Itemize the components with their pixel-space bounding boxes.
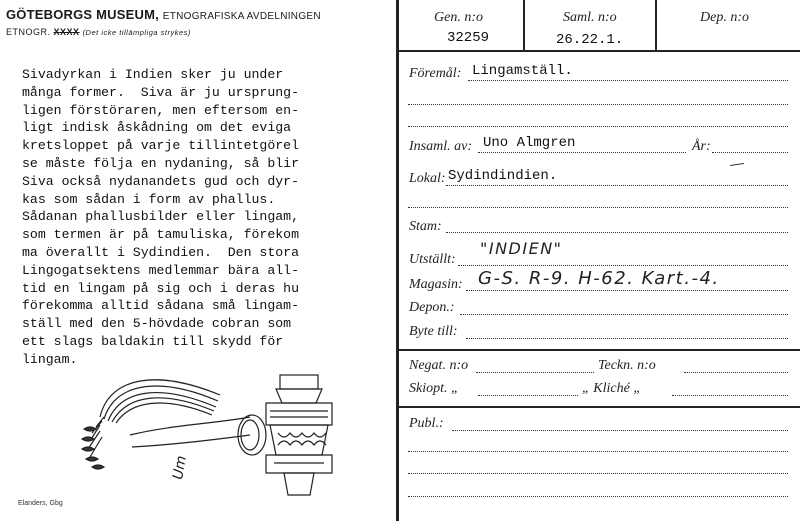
dotted-rule <box>460 314 788 315</box>
artist-signature: Um <box>170 454 190 481</box>
museum-name: GÖTEBORGS MUSEUM, <box>6 7 159 22</box>
description-line: lingam. <box>22 351 78 367</box>
gen-number-label: Gen. n:o <box>434 10 483 25</box>
description-line: ställ med den 5-hövdade cobran som <box>22 316 292 332</box>
exhibited-label: Utställt: <box>409 252 456 267</box>
object-label: Föremål: <box>409 66 462 81</box>
dotted-rule <box>712 152 788 153</box>
description-text <box>22 66 392 369</box>
lingam-stand-drawing <box>70 355 360 510</box>
dotted-rule <box>476 372 594 373</box>
section-rule <box>398 406 800 408</box>
lantern-slide-label: Skiopt. „ <box>409 381 459 396</box>
dotted-rule <box>408 104 788 105</box>
description-line: ma överallt i Sydindien. Den stora <box>22 244 299 260</box>
collector-label: Insaml. av: <box>409 139 472 154</box>
object-value: Lingamställ. <box>472 63 573 79</box>
dotted-rule <box>478 395 578 396</box>
storage-value: G-S. R-9. H-62. Kart.-4. <box>478 268 720 289</box>
cliche-label: „ Kliché „ <box>582 381 642 396</box>
description-line: ett slags baldakin till skydd för <box>22 333 284 349</box>
card-divider <box>396 0 399 521</box>
header-bottom-rule <box>398 50 800 52</box>
saml-number-value: 26.22.1. <box>556 32 624 48</box>
description-line: se måste följa en nydaning, så blir <box>22 155 299 171</box>
dotted-rule <box>408 207 788 208</box>
description-line: ligen förstöraren, men eftersom en- <box>22 102 299 118</box>
locality-value: Sydindindien. <box>448 168 558 184</box>
description-line: Sådanan phallusbilder eller lingam, <box>22 209 299 225</box>
dotted-rule <box>446 232 788 233</box>
description-line: Lingogatsektens medlemmar bära all- <box>22 262 299 278</box>
dotted-rule <box>684 372 788 373</box>
negative-number-label: Negat. n:o <box>409 358 469 373</box>
collector-value: Uno Almgren <box>483 135 576 151</box>
dotted-rule <box>408 473 788 474</box>
drawing-number-label: Teckn. n:o <box>598 358 656 373</box>
printer-imprint: Elanders, Gbg <box>18 500 63 507</box>
department-name: ETNOGRAFISKA AVDELNINGEN <box>162 11 321 22</box>
dotted-rule <box>468 80 788 81</box>
strike-note: (Det icke tillämpliga strykes) <box>82 28 191 37</box>
description-line: kas som sådan i form av phallus. <box>22 191 276 207</box>
pencil-mark <box>730 163 744 166</box>
description-line: ligt indisk åskådning om det eviga <box>22 120 292 136</box>
header-column-rule <box>655 0 657 50</box>
description-line: som termen är på tamuliska, förekom <box>22 227 299 243</box>
museum-header <box>6 7 321 22</box>
description-line: många former. Siva är ju ursprung- <box>22 84 299 100</box>
description-line: kretsloppet på varje tillintetgörel <box>22 138 299 154</box>
publication-label: Publ.: <box>409 416 444 431</box>
locality-label: Lokal: <box>409 171 446 186</box>
catalogue-prefix: ETNOGR. <box>6 27 51 37</box>
dotted-rule <box>446 185 788 186</box>
dotted-rule <box>466 290 788 291</box>
description-line: Siva också nydanandets gud och dyr- <box>22 173 299 189</box>
gen-number-value: 32259 <box>447 30 490 46</box>
dotted-rule <box>672 395 788 396</box>
dotted-rule <box>408 451 788 452</box>
catalogue-type-line <box>6 27 191 37</box>
description-line: tid en lingam på sig och i deras hu <box>22 280 299 296</box>
exchange-label: Byte till: <box>409 324 458 339</box>
dotted-rule <box>466 338 788 339</box>
year-label: År: <box>692 139 711 154</box>
dotted-rule <box>408 126 788 127</box>
description-line: Sivadyrkan i Indien sker ju under <box>22 67 284 82</box>
dotted-rule <box>452 430 788 431</box>
dotted-rule <box>408 496 788 497</box>
deposit-label: Depon.: <box>409 300 455 315</box>
description-line: förekomma alltid sådana små lingam- <box>22 298 299 314</box>
exhibited-value: "INDIEN" <box>480 239 563 258</box>
section-rule <box>398 349 800 351</box>
struck-out-word: XXXX <box>53 27 80 37</box>
storage-label: Magasin: <box>409 277 463 292</box>
saml-number-label: Saml. n:o <box>563 10 617 25</box>
dotted-rule <box>478 152 686 153</box>
dotted-rule <box>458 265 788 266</box>
tribe-label: Stam: <box>409 219 442 234</box>
dep-number-label: Dep. n:o <box>700 10 749 25</box>
header-column-rule <box>523 0 525 50</box>
